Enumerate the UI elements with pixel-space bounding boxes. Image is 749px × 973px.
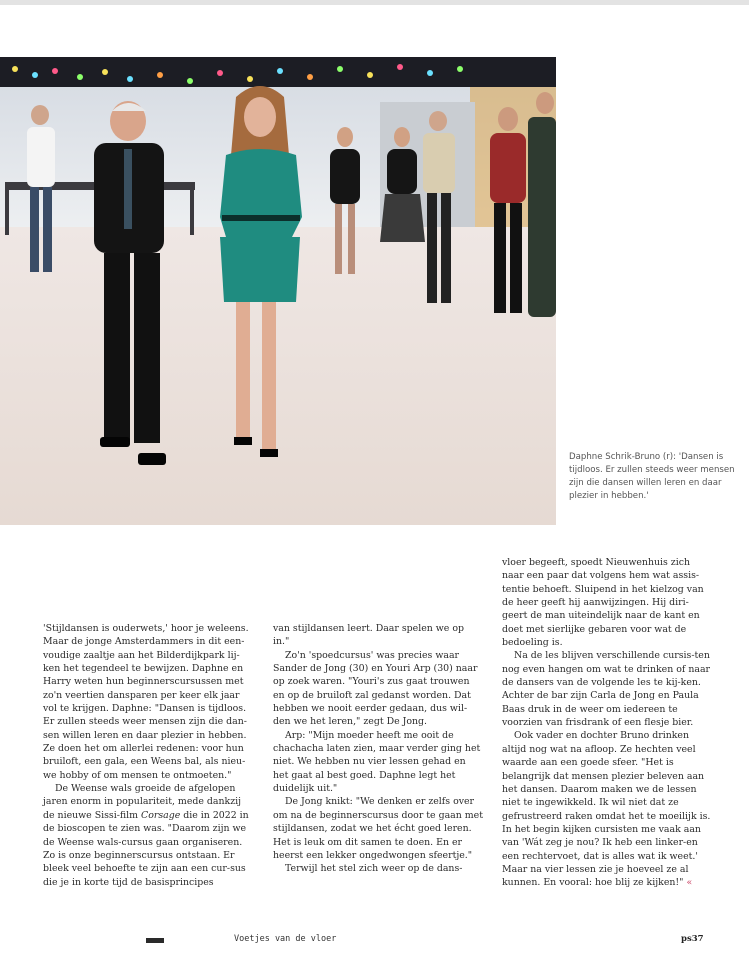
paragraph: [43, 782, 253, 889]
article-photo: [0, 57, 556, 525]
end-mark: «: [686, 877, 693, 889]
footer-section-title: Voetjes van de vloer: [234, 934, 337, 944]
paragraph: van stijldansen leert. Daar spelen we op in.": [273, 623, 464, 648]
text-run: Ook vader en dochter Bruno drinken altijd nog wat na afloop. Ze hechten veel waarde aan een goede sfeer. "Het is belangrijk dat mensen plezier beleven aan het dansen. Daarom maken we de lessen niet te ingewikkeld. Ik wil niet dat ze gefrustreerd raken omdat het te moeilijk is. In het begin kijken cursisten me vaak aan van 'Wát zeg je nou? Ik heb een linker-en een rechtervoet, dat is alles wat ik weet.' Maar na vier lessen zie je hoeveel ze al kunnen. En vooral: hoe blij ze kijken!": [502, 730, 711, 889]
article-column-2: [273, 622, 483, 876]
text-run: die in 2022 in de bioscopen te zien was. "Daarom zijn we de Weense wals-cursus gaan organiseren. Zo is onze beginnerscursus ontstaan. Er bleek veel behoefte te zijn aan een cur-sus die je in korte tijd de basisprincipes: [43, 809, 249, 888]
page-number: ps37: [681, 934, 704, 944]
paragraph: Na de les blijven verschillende cursis-ten nog even hangen om wat te drinken of naar de dansers van de volgende les te kij-ken. Achter de bar zijn Carla de Jong en Paula Baas druk in de weer om iedereen te voorzien van frisdrank of een flesje bier.: [502, 650, 711, 729]
paragraph: [502, 729, 712, 889]
paragraph: De Jong knikt: "We denken er zelfs over om na de beginnerscursus door te gaan met stijldansen, zodat we het écht goed leren. Het is leuk om dit samen te doen. En er heerst een lekker ongedwongen sfeertje.": [273, 796, 483, 861]
footer-marker: [146, 938, 164, 943]
paragraph: Arp: "Mijn moeder heeft me ooit de chachacha laten zien, maar verder ging het niet. We hebben nu vier lessen gehad en het gaat al best goed. Daphne legt het duidelijk uit.": [273, 729, 481, 795]
paragraph: vloer begeeft, spoedt Nieuwenhuis zich naar een paar dat volgens hem wat assis-tentie behoeft. Sluipend in het kielzog van de heer geeft hij aanwijzingen. Hij diri-geert de man uiteindelijk naar de kant en doet met sierlijke gebaren voor wat de bedoeling is.: [502, 557, 704, 649]
photo-caption: Daphne Schrik-Bruno (r): 'Dansen is tijdloos. Er zullen steeds weer mensen zijn die dansen willen leren en daar plezier in hebben.': [569, 452, 735, 501]
film-title: Corsage: [141, 809, 181, 821]
article-column-3: [502, 556, 712, 890]
dance-class-photo: [0, 57, 556, 525]
text-run: De Weense wals groeide de afgelopen jaren enorm in populariteit, mede dankzij de nieuwe Sissi-film: [43, 783, 242, 821]
top-bar: [0, 0, 749, 5]
paragraph: Zo'n 'spoedcursus' was precies waar Sander de Jong (30) en Youri Arp (30) naar op zoek waren. "Youri's zus gaat trouwen en op de bruiloft zal gedanst worden. Dat hebben we nooit eerder gedaan, dus wil-den we het leren," zegt De Jong.: [273, 649, 478, 728]
paragraph: Terwijl het stel zich weer op de dans-: [285, 863, 463, 875]
article-column-1: [43, 622, 253, 889]
instructor-man: [94, 101, 166, 465]
paragraph: 'Stijldansen is ouderwets,' hoor je weleens. Maar de jonge Amsterdammers in dit een-voudige zaaltje aan het Bilderdijkpark lij-ken het tegendeel te bewijzen. Daphne en Harry weten hun beginnerscursussen met zo'n veertien dansparen per keer elk jaar vol te krijgen. Daphne: "Dansen is tijdloos. Er zullen steeds weer mensen zijn die dan-sen willen leren en daar plezier in hebben. Ze doen het om allerlei redenen: voor hun bruiloft, een gala, een Weens bal, als nieu-we hobby of om mensen te ontmoeten.": [43, 623, 249, 781]
